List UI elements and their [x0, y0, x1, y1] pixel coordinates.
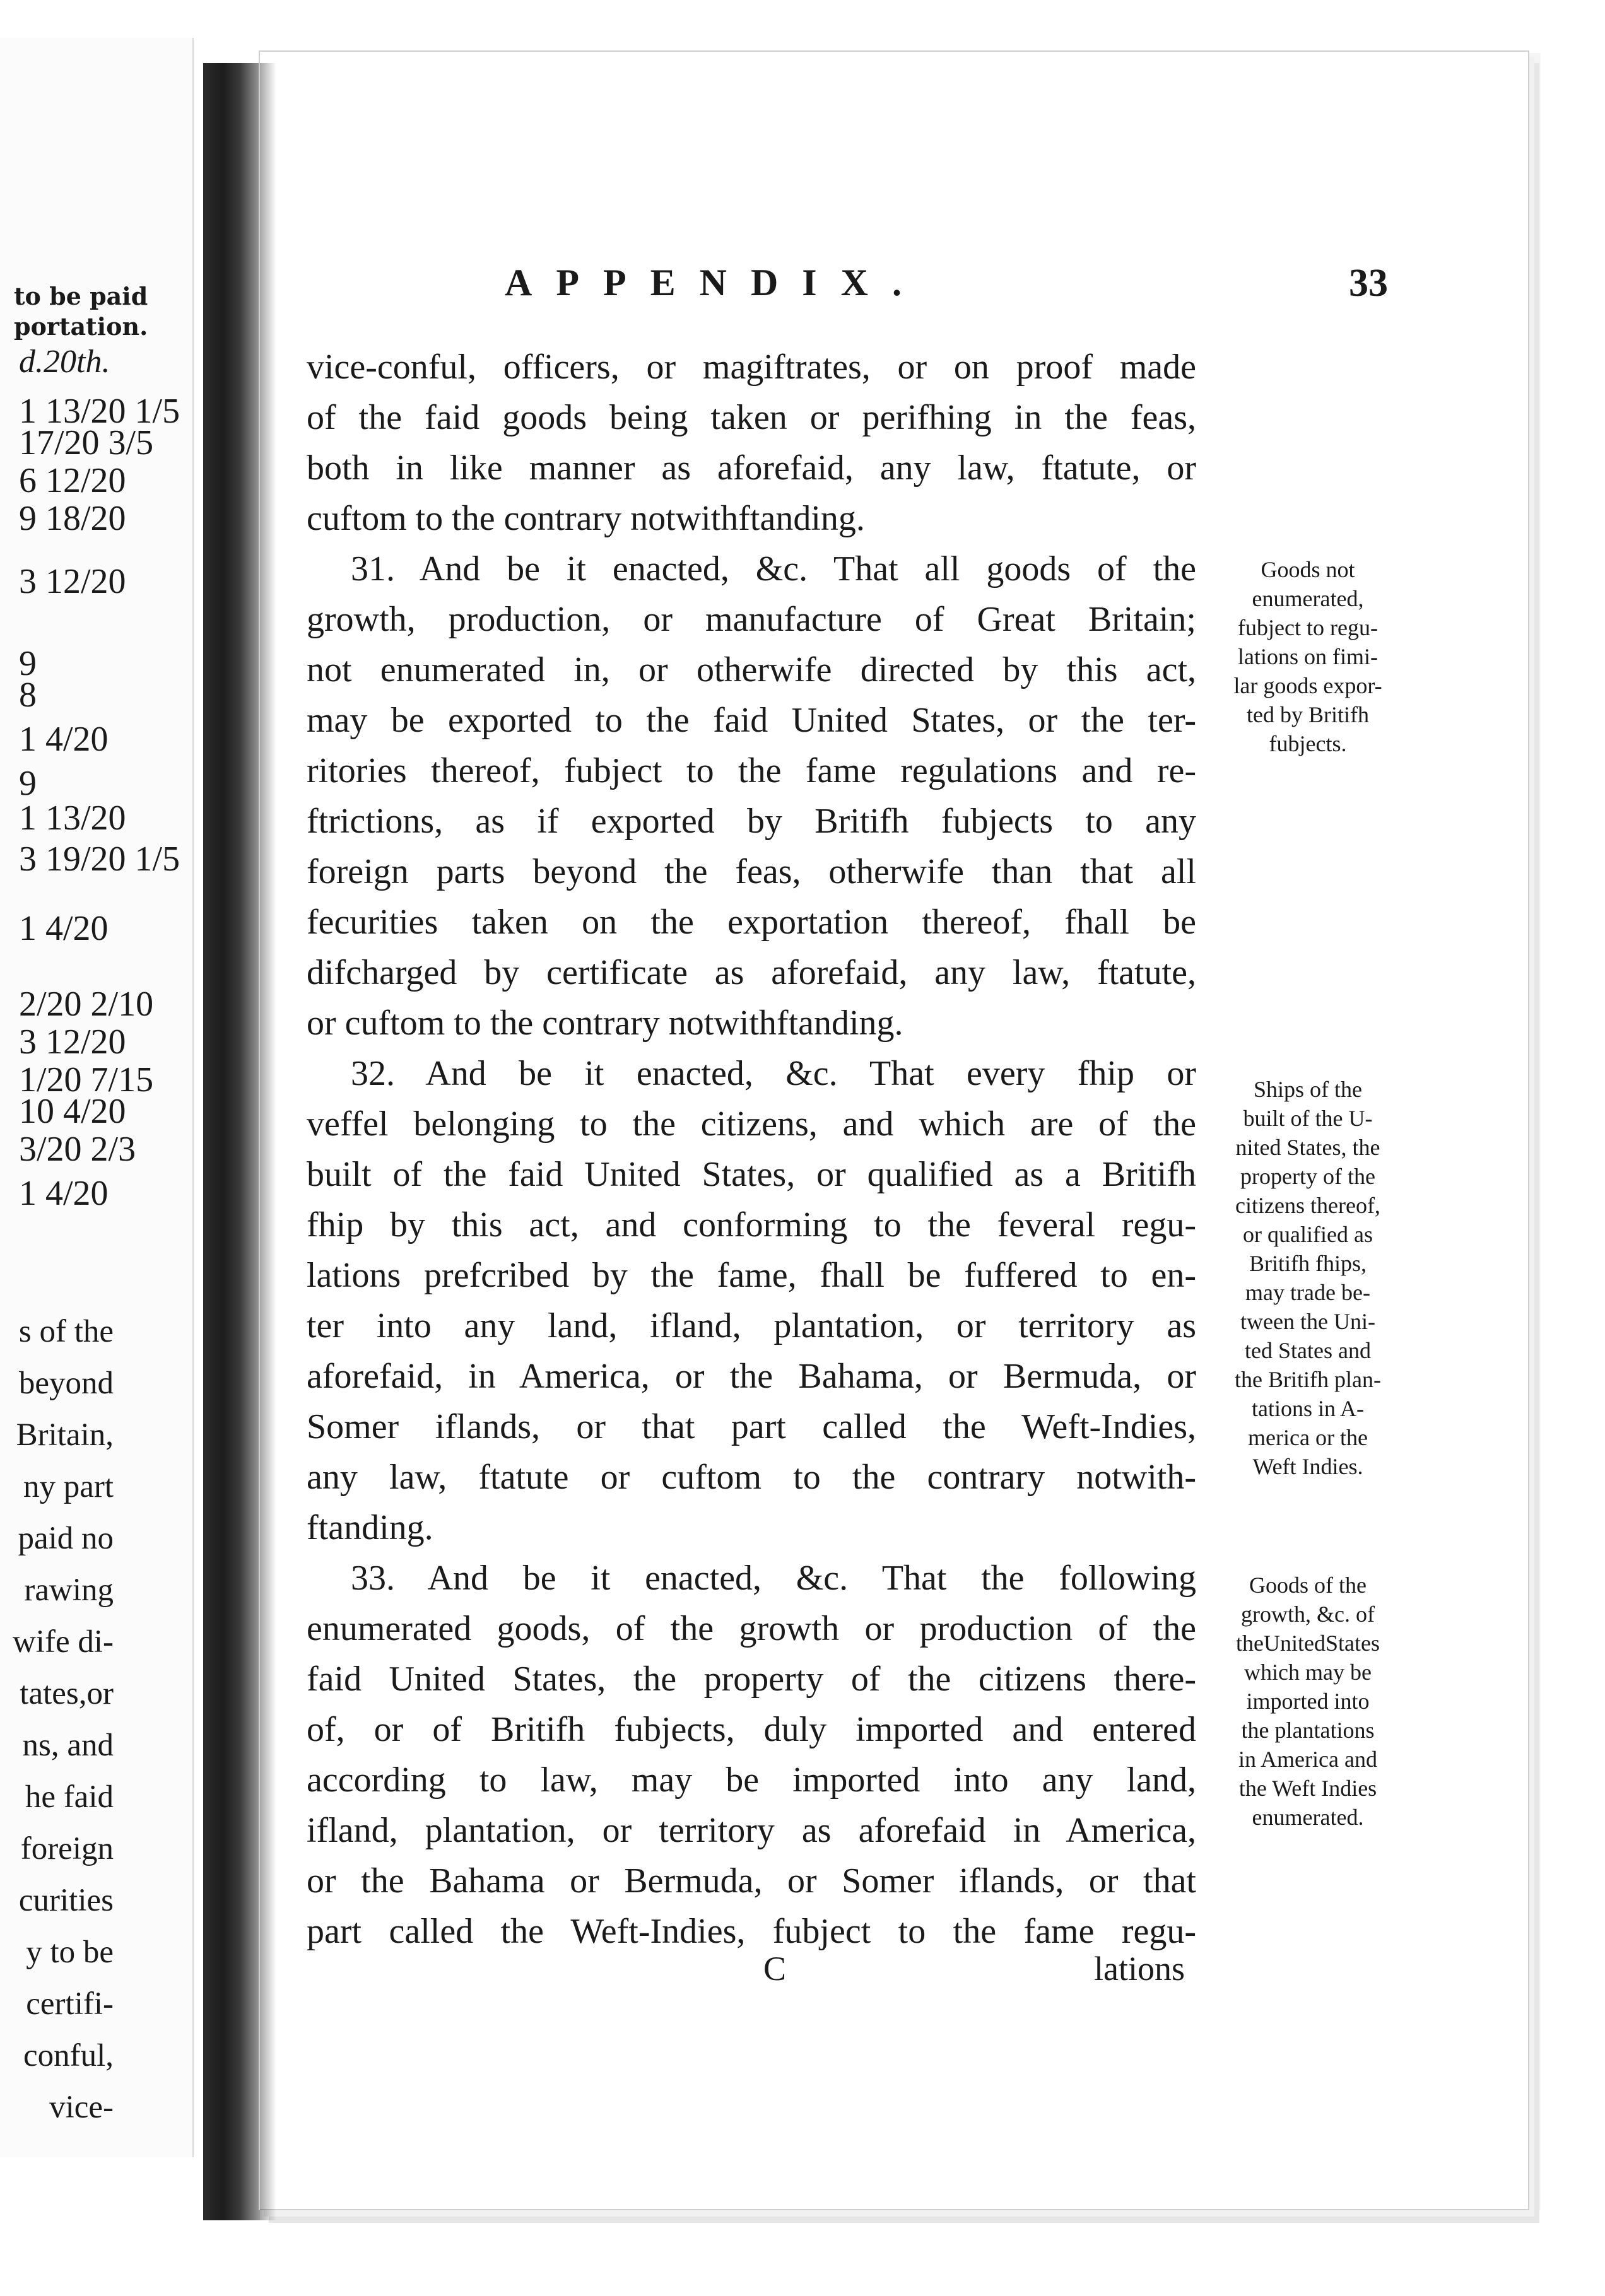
- body-line: 32. And be it enacted, &c. That every fhip or: [351, 1054, 1196, 1093]
- body-line: both in like manner as aforefaid, any law, ftatute, or: [307, 448, 1196, 488]
- body-line: according to law, may be imported into any land,: [307, 1760, 1196, 1800]
- left-text-line: Britain,: [16, 1417, 114, 1453]
- margin-note-line: fubject to regu-: [1238, 615, 1378, 640]
- body-line: may be exported to the faid United States, or the ter-: [307, 701, 1196, 740]
- left-text-line: ny part: [23, 1469, 114, 1504]
- margin-note-line: nited States, the: [1235, 1135, 1380, 1160]
- margin-note: [1210, 1075, 1406, 1481]
- body-line: of, or of Britifh fubjects, duly imported and entered: [307, 1710, 1196, 1749]
- margin-note-line: may trade be-: [1245, 1280, 1370, 1305]
- body-line: foreign parts beyond the feas, otherwife than that all: [307, 852, 1196, 891]
- margin-note-line: in America and: [1238, 1747, 1377, 1772]
- left-text-line: foreign: [20, 1831, 114, 1866]
- left-text-line: s of the: [18, 1314, 114, 1349]
- margin-note-line: which may be: [1244, 1660, 1372, 1685]
- body-line: faid United States, the property of the citizens there-: [307, 1660, 1196, 1699]
- body-line: 33. And be it enacted, &c. That the following: [351, 1559, 1196, 1598]
- left-text-line: tates,or: [20, 1676, 114, 1711]
- signature-mark: C: [763, 1950, 787, 1988]
- body-line: enumerated goods, of the growth or production of the: [307, 1609, 1196, 1648]
- margin-note-line: Britifh fhips,: [1249, 1251, 1367, 1276]
- catchword: lations: [1094, 1950, 1185, 1988]
- margin-note: [1210, 555, 1406, 758]
- margin-note-line: property of the: [1240, 1164, 1375, 1189]
- body-line: not enumerated in, or otherwife directed by this act,: [307, 650, 1196, 689]
- margin-note-line: the Britifh plan-: [1235, 1367, 1381, 1392]
- margin-note-line: lations on fimi-: [1238, 644, 1378, 669]
- margin-note: [1210, 1571, 1406, 1832]
- margin-note-line: growth, &c. of: [1241, 1602, 1375, 1627]
- margin-note-line: Goods not: [1261, 557, 1355, 582]
- body-line: veffel belonging to the citizens, and which are of the: [307, 1104, 1196, 1144]
- left-text-line: beyond: [18, 1366, 114, 1401]
- gutter-shadow: [260, 63, 276, 2220]
- margin-note-line: ted by Britifh: [1247, 702, 1369, 727]
- left-page-header: [14, 281, 148, 342]
- margin-note-line: ted States and: [1245, 1338, 1371, 1363]
- running-head: APPENDIX.: [505, 262, 926, 303]
- page-header: [505, 261, 1388, 305]
- body-text: [307, 342, 1196, 1957]
- margin-note-line: Goods of the: [1249, 1573, 1367, 1598]
- left-column-title: d.20th.: [19, 344, 110, 380]
- margin-note-line: the Weft Indies: [1238, 1776, 1377, 1801]
- margin-note-line: Ships of the: [1253, 1077, 1362, 1102]
- body-line: of the faid goods being taken or perifhing in the feas,: [307, 398, 1196, 437]
- margin-note-line: Weft Indies.: [1252, 1454, 1363, 1479]
- left-text-line: paid no: [18, 1521, 114, 1556]
- body-line: fecurities taken on the exportation thereof, fhall be: [307, 903, 1196, 942]
- body-line: ftanding.: [307, 1508, 433, 1547]
- margin-note-line: enumerated,: [1252, 586, 1364, 611]
- left-header-line: portation.: [14, 312, 148, 341]
- body-line: any law, ftatute or cuftom to the contrary notwith-: [307, 1458, 1196, 1497]
- left-page-text: [0, 1306, 114, 2133]
- margin-note-line: or qualified as: [1243, 1222, 1373, 1247]
- body-line: ter into any land, ifland, plantation, or territory as: [307, 1306, 1196, 1345]
- left-header-line: to be paid: [14, 282, 148, 310]
- body-line: aforefaid, in America, or the Bahama, or Bermuda, or: [307, 1357, 1196, 1396]
- margin-note-line: enumerated.: [1252, 1805, 1364, 1830]
- page-number: 33: [1349, 262, 1388, 305]
- left-text-line: certifi-: [26, 1986, 114, 2022]
- left-text-line: conful,: [23, 2038, 114, 2073]
- margin-note-line: merica or the: [1248, 1425, 1368, 1450]
- body-line: built of the faid United States, or qualified as a Britifh: [307, 1155, 1196, 1194]
- book-gutter: [203, 63, 260, 2220]
- body-line: part called the Weft-Indies, fubject to the fame regu-: [307, 1912, 1196, 1951]
- margin-note-line: the plantations: [1241, 1718, 1375, 1743]
- margin-note-line: fubjects.: [1269, 731, 1347, 756]
- left-facing-page: to be paid portation. d.20th. 1 13/20 1/5 17/20 3/5 6 12/20 9 18/20 3 12/20 9 8 1 4/20 9 1 13/20 3 19/20 1/5 1 4/20 2/20 2/10 3 12/20 1/20 7/15 10 4/20 3/20 2/3 1 4/20 s of the beyond Britain, ny part paid no rawing wife di- tates,or ns, and he faid foreign curities y to be certifi- conful, vice-: [0, 38, 194, 2157]
- margin-note-line: citizens thereof,: [1235, 1193, 1380, 1218]
- left-text-line: wife di-: [12, 1624, 114, 1660]
- body-line: vice-conful, officers, or magiftrates, or on proof made: [307, 348, 1196, 387]
- body-line: Somer iflands, or that part called the Weft-Indies,: [307, 1407, 1196, 1446]
- margin-note-line: lar goods expor-: [1233, 673, 1382, 698]
- body-line: 31. And be it enacted, &c. That all goods of the: [351, 549, 1196, 589]
- left-text-line: rawing: [24, 1573, 114, 1608]
- margin-note-line: imported into: [1246, 1689, 1370, 1714]
- margin-note-line: tween the Uni-: [1240, 1309, 1375, 1334]
- left-text-line: y to be: [26, 1935, 114, 1970]
- left-text-line: curities: [18, 1883, 114, 1918]
- margin-note-line: theUnitedStates: [1236, 1631, 1380, 1656]
- margin-note-line: built of the U-: [1243, 1106, 1373, 1131]
- left-text-line: ns, and: [22, 1728, 114, 1763]
- body-line: lations prefcribed by the fame, fhall be fuffered to en-: [307, 1256, 1196, 1295]
- body-line: difcharged by certificate as aforefaid, any law, ftatute,: [307, 953, 1196, 992]
- left-text-line: vice-: [49, 2090, 114, 2125]
- body-line: or cuftom to the contrary notwithftanding.: [307, 1004, 903, 1043]
- body-line: ftrictions, as if exported by Britifh fubjects to any: [307, 802, 1196, 841]
- body-line: ritories thereof, fubject to the fame regulations and re-: [307, 751, 1196, 790]
- body-line: growth, production, or manufacture of Great Britain;: [307, 600, 1196, 639]
- body-line: ifland, plantation, or territory as aforefaid in America,: [307, 1811, 1196, 1850]
- margin-note-line: tations in A-: [1252, 1396, 1364, 1421]
- body-line: or the Bahama or Bermuda, or Somer iflands, or that: [307, 1861, 1196, 1901]
- left-text-line: he faid: [25, 1779, 114, 1815]
- body-line: cuftom to the contrary notwithftanding.: [307, 499, 865, 538]
- body-line: fhip by this act, and conforming to the feveral regu-: [307, 1205, 1196, 1245]
